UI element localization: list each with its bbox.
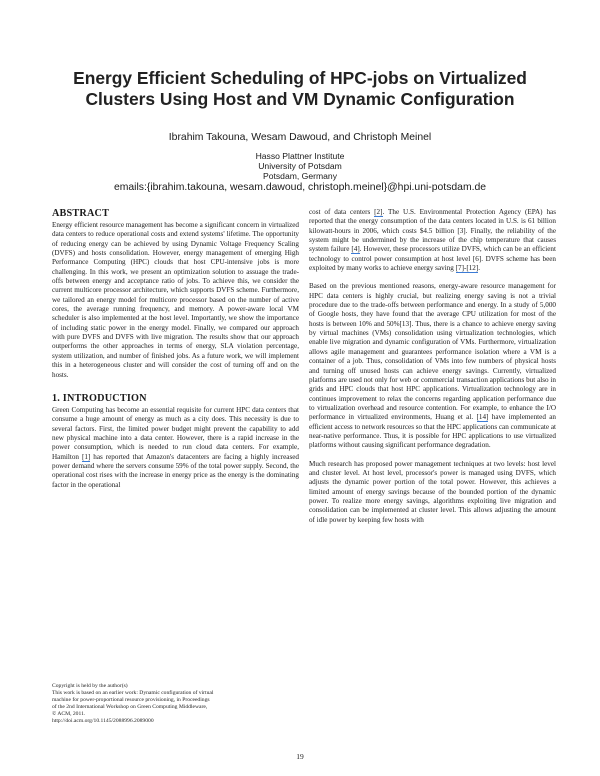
affiliation-block xyxy=(40,151,560,181)
author-emails: emails:{ibrahim.takouna, wesam.dawoud, christoph.meinel}@hpi.uni-potsdam.de xyxy=(113,182,487,193)
citation-link-14[interactable]: [14] xyxy=(476,413,489,422)
right-paragraph-1 xyxy=(309,208,556,273)
citation-link-7-12[interactable]: [7]-[12] xyxy=(455,264,479,273)
footnote-line-3: machine for power-proportional resource provisioning, in Proceedings xyxy=(52,697,210,704)
abstract-text: Energy efficient resource management has become a significant concern in virtualized data centers to reduce operational costs and extend systems' lifetime. The opportunity of reducing energy can be achieved by using Dynamic Voltage Frequency Scaling (DVFS) and hosts consolidation. However, energy management of emerging High Performance Computing (HPC) clouds that host CPU-intensive jobs is more challenging. In this work, we present an optimization solution to assuage the trade-offs between energy and acceptance ratio of jobs. To achieve this, we consider the current multicore processor architecture, which supports DVFS scheme. Furthermore, we tailored an energy model for multicore processor based on the number of active cores, the average running frequency, and memory. A power-aware local VM scheduler is also implemented at the host level. Importantly, we show the importance of including static power in the energy model. Finally, we compared our approach with pure DVFS and DVFS with live migration. The results show that our approach outperforms the other approaches in terms of energy, SLA violation percentage, system utilization, and number of finished jobs. As a future work, we will implement this in a heterogeneous cluster and will consider the cost of turning off and on the hosts. xyxy=(52,221,299,379)
right-column xyxy=(309,208,556,525)
right-p2-text-a: Based on the previous mentioned reasons, energy-aware resource management for HPC data centers is highly crucial, but realizing energy saving is not a trivial procedure due to the trade-offs between performance and energy. In a study of 5,000 of Google hosts, they have found that the average CPU utilization for most of the hosts is between 10% and 50%[13]. Thus, there is a chance to achieve energy saving by virtual machines (VMs) consolidation using virtualization technologies, which enable live migration and dynamic configuration of VMs. Furthermore, virtualization allows agile management and guarantees performance isolation where a VM is a container of a job. Thus, consolidation of VMs into few numbers of physical hosts and turning off unused hosts can achieve energy savings. Currently, virtualized platforms are used not only for web or commercial transaction applications but also in grids and HPC clouds that host HPC applications. Virtualization technology are in continues improvement to relax the concerns regarding application performance due to virtualization overhead and resource contention. For example, to enhance the I/O performance in virtualized environments, Huang et al. xyxy=(309,282,556,422)
citation-link-1[interactable]: [1] xyxy=(81,452,91,461)
copyright-footnote xyxy=(52,683,299,726)
citation-link-2[interactable]: [2] xyxy=(374,208,383,216)
footnote-line-6[interactable]: http://doi.acm.org/10.1145/2088996.2089000 xyxy=(52,718,154,725)
footnote-line-5: © ACM, 2011. xyxy=(52,711,86,718)
right-paragraph-3: Much research has proposed power management techniques at two levels: host level and cluster level. At host level, processor's power is managed using DVFS, which adjusts the dynamic power portion of the total power. However, this achieves a limited amount of energy savings because of the bounded portion of the dynamic power. To realize more energy savings, algorithms exploiting live migration and consolidation can be implemented at cluster level. This allows adjusting the amount of idle power by keeping few hosts with xyxy=(309,459,556,524)
right-p2-text-b: have implemented an efficient access to network resources so that the HPC applications can communicate at near-native performance. Thus, it is possible for HPC applications to use virtualized platforms without causing significant performance degradation. xyxy=(309,413,556,450)
intro-text-a: Green Computing has become an essential requisite for current HPC data centers that consume a huge amount of energy as much as a city does. This necessity is due to several factors. First, the limited power budget might prevent the capability to add new physical machine into a data center. However, there is a rapid increase in the power consumption, which is needed to run cloud data centers. For example, Hamilton xyxy=(52,405,299,461)
abstract-heading: ABSTRACT xyxy=(52,208,110,219)
right-p1-text-b: . The U.S. Environmental Protection Agency (EPA) has reported that the energy consumption of the data centers located in U.S. is 61 billion kilowatt-hours in 2006, which costs $4.5 billion [3]. Finally, the reliability of the system might be undermined by the increase of the chip temperature that causes system failure xyxy=(309,208,556,254)
paper-title: Energy Efficient Scheduling of HPC-jobs on Virtualized Clusters Using Host and VM Dynamic Configuration xyxy=(73,68,527,109)
intro-text-b: has reported that Amazon's datacenters are facing a highly increased power demand where the servers consume 59% of the total power supply. Second, the operational cost rises with the increase in energy price as the energy is the dominating factor in the operational xyxy=(52,452,299,489)
affiliation-university: University of Potsdam xyxy=(258,161,342,171)
right-p1-text-c: . However, these processors utilize DVFS, which can be an efficient technology to control power consumption at host level [6]. DVFS scheme has been exploited by many works to achieve energy saving xyxy=(309,245,556,273)
citation-link-4[interactable]: [4] xyxy=(351,245,360,254)
footnote-line-2: This work is based on an earlier work: Dynamic configuration of virtual xyxy=(52,690,214,697)
footnote-line-1: Copyright is held by the author(s) xyxy=(52,683,128,689)
affiliation-location: Potsdam, Germany xyxy=(262,171,338,181)
affiliation-institute: Hasso Plattner Institute xyxy=(255,151,345,161)
introduction-paragraph xyxy=(52,406,299,490)
author-list: Ibrahim Takouna, Wesam Dawoud, and Christoph Meinel xyxy=(168,132,432,143)
left-column xyxy=(52,208,299,490)
right-p1-text-a: cost of data centers xyxy=(309,208,375,216)
page-number: 19 xyxy=(296,752,304,761)
right-p1-text-d: . xyxy=(478,264,481,273)
introduction-heading: 1. INTRODUCTION xyxy=(52,392,147,404)
right-paragraph-2 xyxy=(309,282,556,450)
footnote-line-4: of the 2nd International Workshop on Green Computing Middleware, xyxy=(52,704,208,711)
